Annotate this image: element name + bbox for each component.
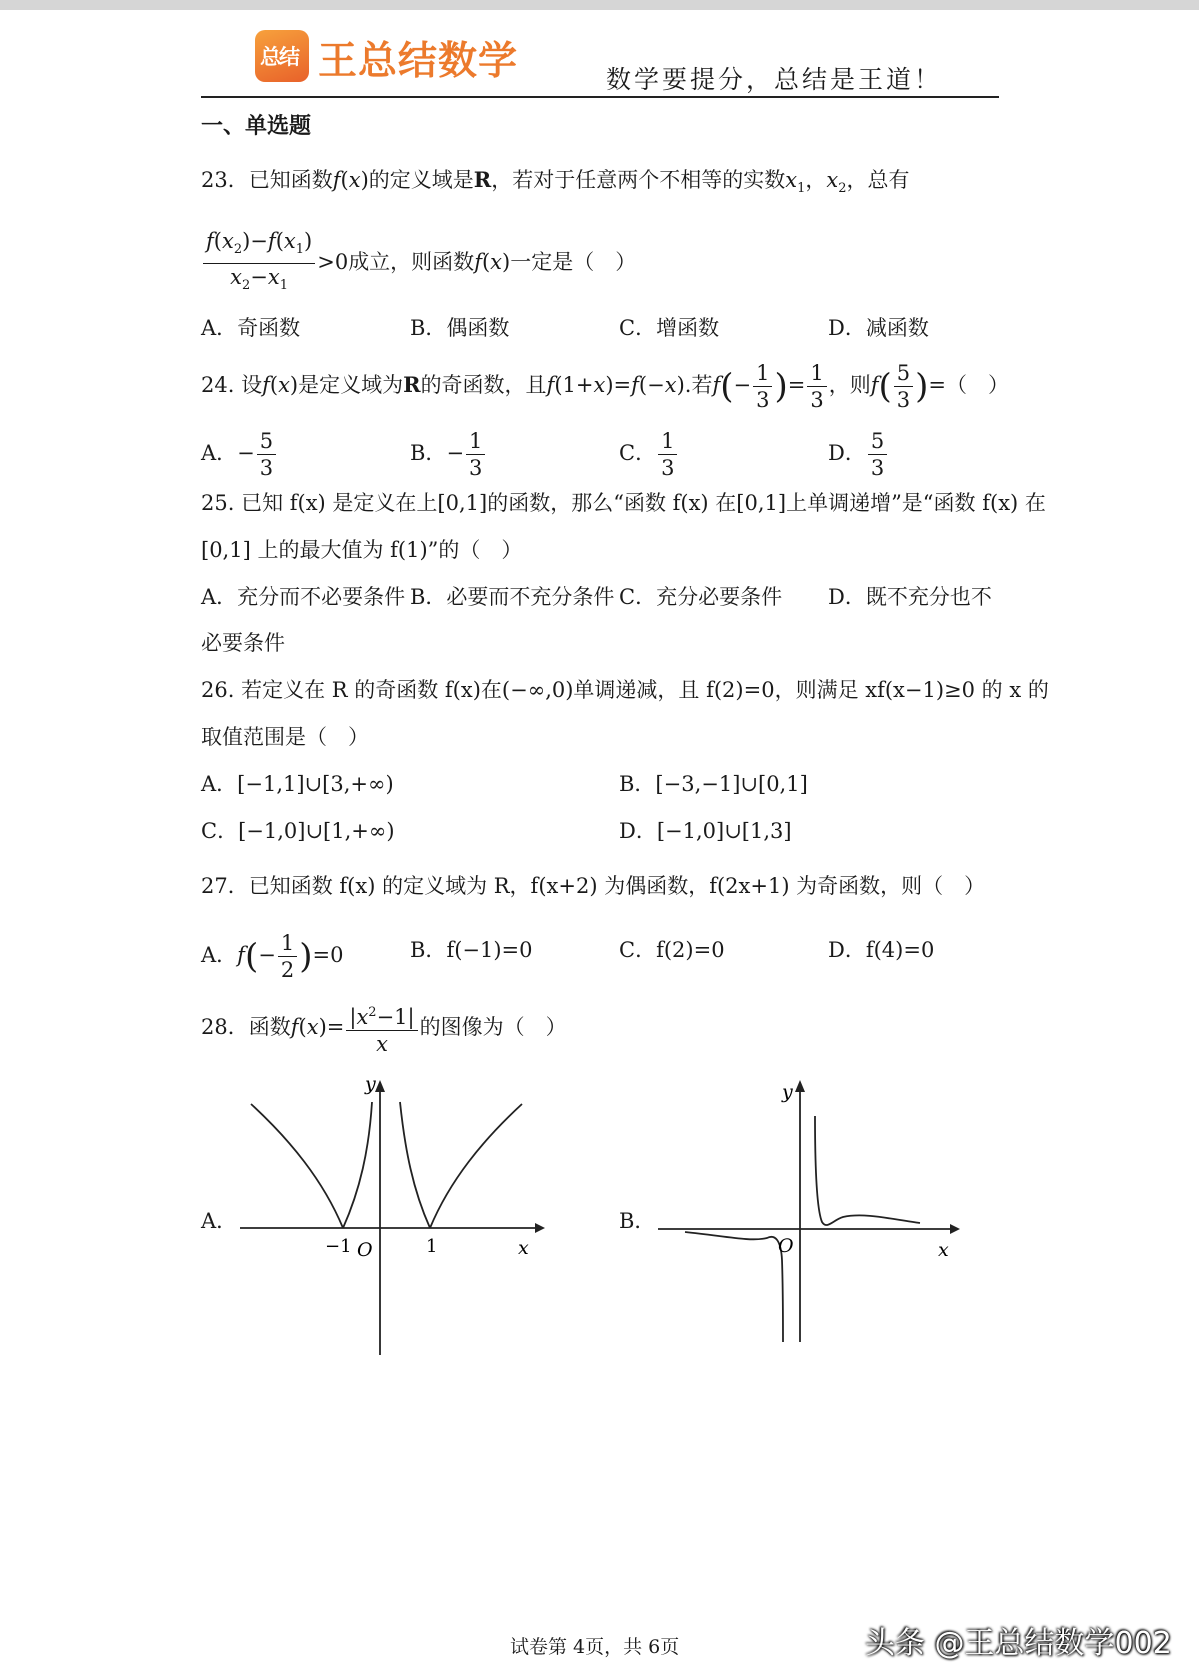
q23-option-d[interactable]: D．减函数	[828, 316, 929, 340]
graph-a-y-label: y	[365, 1080, 376, 1095]
graph-a-origin: O	[357, 1239, 373, 1261]
graph-a-y-arrow	[375, 1080, 385, 1092]
q26-option-a[interactable]: A．[−1,1]∪[3,+∞)	[201, 772, 394, 796]
q25-option-a[interactable]: A．充分而不必要条件	[201, 585, 406, 609]
graph-b-curve-right	[815, 1116, 920, 1225]
q24-option-c[interactable]: C． $\frac{1}{3}$	[619, 428, 679, 481]
logo-text: 总结	[260, 45, 298, 69]
graph-a-curve-right	[430, 1104, 522, 1228]
graph-b-origin: O	[778, 1235, 794, 1257]
q27-option-a[interactable]: A．f(− $\frac{1}{2}$ )=0	[201, 931, 344, 982]
graph-a-curve-inner-right	[400, 1102, 430, 1228]
graph-b-y-arrow	[795, 1080, 805, 1092]
brand-name: 王总结数学	[318, 39, 519, 84]
q27-option-c[interactable]: C．f(2)=0	[619, 938, 725, 962]
graph-a-x-label: x	[518, 1237, 529, 1259]
q24-option-b[interactable]: B．− $\frac{1}{3}$	[410, 428, 487, 481]
q26-line2: 取值范围是（ ）	[201, 725, 369, 749]
graph-b-label[interactable]: B．	[619, 1209, 656, 1233]
graph-b-curve-left	[685, 1232, 783, 1342]
graph-b[interactable]	[655, 1080, 960, 1355]
q27-stem: 27．已知函数 f(x) 的定义域为 R，f(x+2) 为偶函数，f(2x+1) 为奇函数，则（ ）	[201, 874, 986, 898]
graph-a-curve-left	[251, 1104, 343, 1228]
q25-line2: [0,1] 上的最大值为 f(1)”的（ ）	[201, 538, 523, 562]
q23-option-a[interactable]: A．奇函数	[201, 316, 301, 340]
q27-option-d[interactable]: D．f(4)=0	[828, 938, 935, 962]
q25-option-d[interactable]: D．既不充分也不	[828, 585, 992, 609]
q24-option-a[interactable]: A．− $\frac{5}{3}$	[201, 428, 278, 481]
q23-option-b[interactable]: B．偶函数	[410, 316, 510, 340]
page-footer: 试卷第 4页，共 6页	[510, 1636, 680, 1658]
q25-line1: 25. 已知 f(x) 是定义在上[0,1]的函数，那么“函数 f(x) 在[0,1]上单调递增”是“函数 f(x) 在	[201, 491, 1046, 515]
q24-option-d[interactable]: D． $\frac{5}{3}$	[828, 428, 889, 481]
q28-fraction: $\frac{|x^2-1|}{x}$	[346, 1000, 417, 1057]
graph-a-label[interactable]: A．	[201, 1209, 238, 1233]
graph-a-curve-inner-left	[343, 1102, 372, 1228]
graph-a-x-arrow	[535, 1223, 545, 1233]
graph-a-tick-neg1: −1	[325, 1236, 352, 1257]
graph-a[interactable]	[235, 1080, 545, 1355]
q23-line2: $\frac{f(x_2)-f(x_1)}{x_2-x_1}$ >0成立，则函数f(x)一定是（ ）	[201, 228, 636, 299]
graph-b-x-arrow	[950, 1224, 960, 1234]
q26-option-d[interactable]: D．[−1,0]∪[1,3]	[619, 819, 792, 843]
q23-fraction: $\frac{f(x_2)-f(x_1)}{x_2-x_1}$	[203, 228, 315, 299]
slogan: 数学要提分，总结是王道！	[606, 65, 943, 94]
q23-line1: 23．已知函数f(x)的定义域是R，若对于任意两个不相等的实数$x_1$，$x_2$，总有	[201, 167, 910, 197]
q26-option-c[interactable]: C．[−1,0]∪[1,+∞)	[201, 819, 395, 843]
q24-stem: 24. 设f(x)是定义域为R的奇函数，且f(1+x)=f(−x).若f(− $\frac{1}{3}$ )= $\frac{1}{3}$ ，则f( $\frac{5}{3}$ )=（ ）	[201, 361, 1010, 412]
q25-option-b[interactable]: B．必要而不充分条件	[410, 585, 615, 609]
top-bar	[0, 0, 1199, 10]
q26-option-b[interactable]: B．[−3,−1]∪[0,1]	[619, 772, 808, 796]
section-title: 一、单选题	[201, 114, 312, 139]
graph-a-tick-1: 1	[426, 1236, 438, 1257]
graph-b-x-label: x	[938, 1239, 949, 1261]
q25-option-c[interactable]: C．充分必要条件	[619, 585, 783, 609]
graph-b-y-label: y	[782, 1081, 793, 1103]
q27-option-b[interactable]: B．f(−1)=0	[410, 938, 533, 962]
q23-option-c[interactable]: C．增函数	[619, 316, 720, 340]
q25-option-d-cont: 必要条件	[201, 631, 285, 655]
q28-stem: 28．函数f(x)= $\frac{|x^2-1|}{x}$ 的图像为（ ）	[201, 1000, 567, 1057]
q26-line1: 26. 若定义在 R 的奇函数 f(x)在(−∞,0)单调递减，且 f(2)=0，则满足 xf(x−1)≥0 的 x 的	[201, 678, 1049, 702]
header-divider	[201, 96, 999, 98]
watermark: 头条 @王总结数学002	[865, 1626, 1172, 1661]
